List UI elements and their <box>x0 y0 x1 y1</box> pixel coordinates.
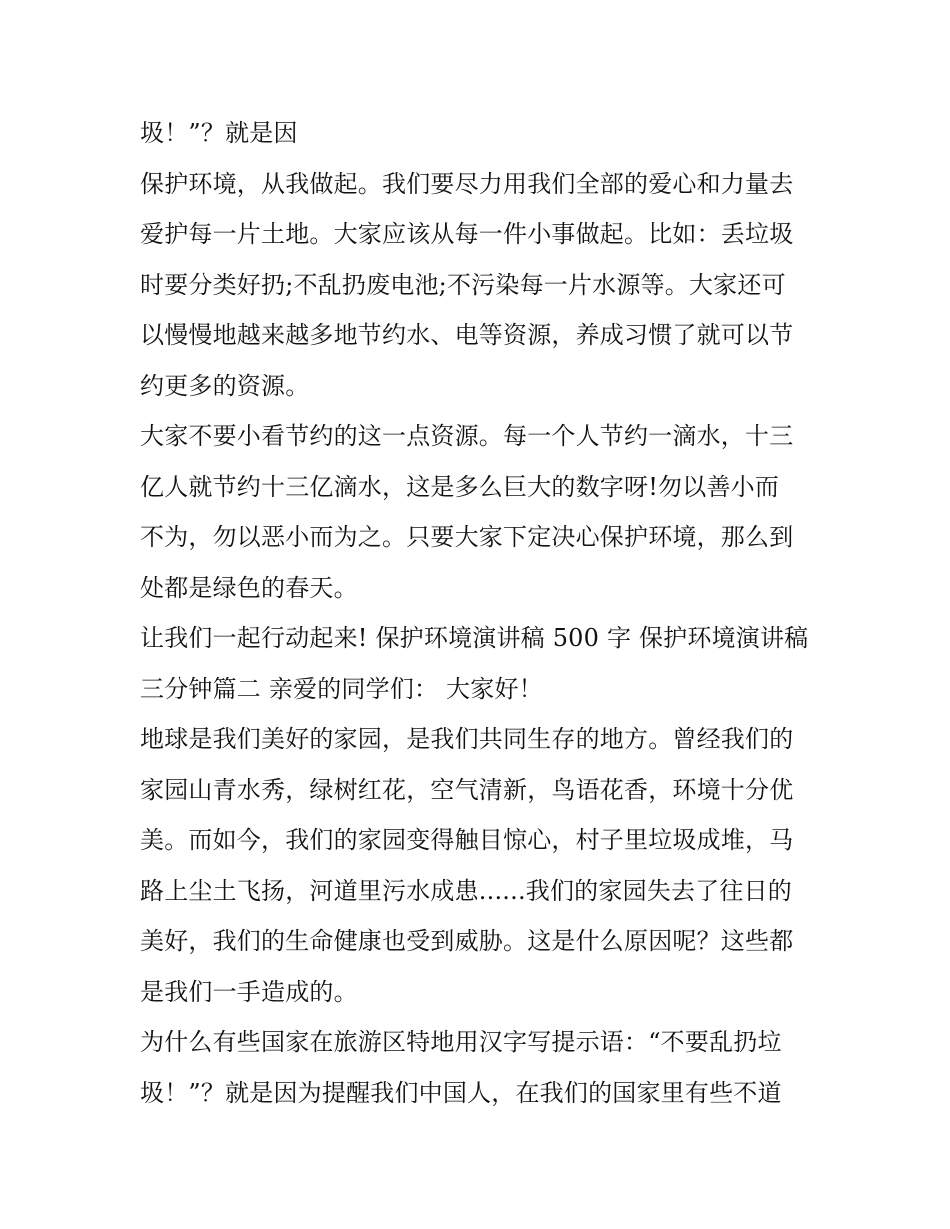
text-line: 是我们一手造成的。 <box>140 977 358 1006</box>
text-line: 让我们一起行动起来! 保护环境演讲稿 500 字 保护环境演讲稿 <box>140 624 809 652</box>
text-line: 地球是我们美好的家园，是我们共同生存的地方。曾经我们的 <box>140 725 794 753</box>
text-line: 三分钟篇二 亲爱的同学们： 大家好！ <box>140 674 543 703</box>
text-line: 为什么有些国家在旅游区特地用汉字写提示语：“不要乱扔垃 <box>140 1028 782 1056</box>
text-line: 路上尘土飞扬，河道里污水成患......我们的家园失去了往日的 <box>140 876 792 905</box>
text-line: 处都是绿色的春天。 <box>140 573 358 602</box>
document-body <box>140 108 820 1118</box>
text-line: 美。而如今，我们的家园变得触目惊心，村子里垃圾成堆，马 <box>140 826 794 854</box>
text-line: 爱护每一片土地。大家应该从每一件小事做起。比如：丢垃圾 <box>140 220 794 248</box>
text-line: 以慢慢地越来越多地节约水、电等资源，养成习惯了就可以节 <box>140 321 794 349</box>
text-line: 保护环境，从我做起。我们要尽力用我们全部的爱心和力量去 <box>140 169 794 198</box>
text-line: 美好，我们的生命健康也受到威胁。这是什么原因呢？这些都 <box>140 927 794 955</box>
text-line: 家园山青水秀，绿树红花，空气清新，鸟语花香，环境十分优 <box>140 775 794 804</box>
text-line: 时要分类好扔;不乱扔废电池;不污染每一片水源等。大家还可 <box>140 270 786 299</box>
text-line: 圾！”？就是因为提醒我们中国人，在我们的国家里有些不道 <box>140 1078 782 1107</box>
text-line: 大家不要小看节约的这一点资源。每一个人节约一滴水，十三 <box>140 422 794 450</box>
text-line: 约更多的资源。 <box>140 371 310 400</box>
text-line: 不为，勿以恶小而为之。只要大家下定决心保护环境，那么到 <box>140 523 794 551</box>
text-line: 圾！”？就是因 <box>140 119 298 147</box>
text-line: 亿人就节约十三亿滴水，这是多么巨大的数字呀!勿以善小而 <box>140 472 780 501</box>
